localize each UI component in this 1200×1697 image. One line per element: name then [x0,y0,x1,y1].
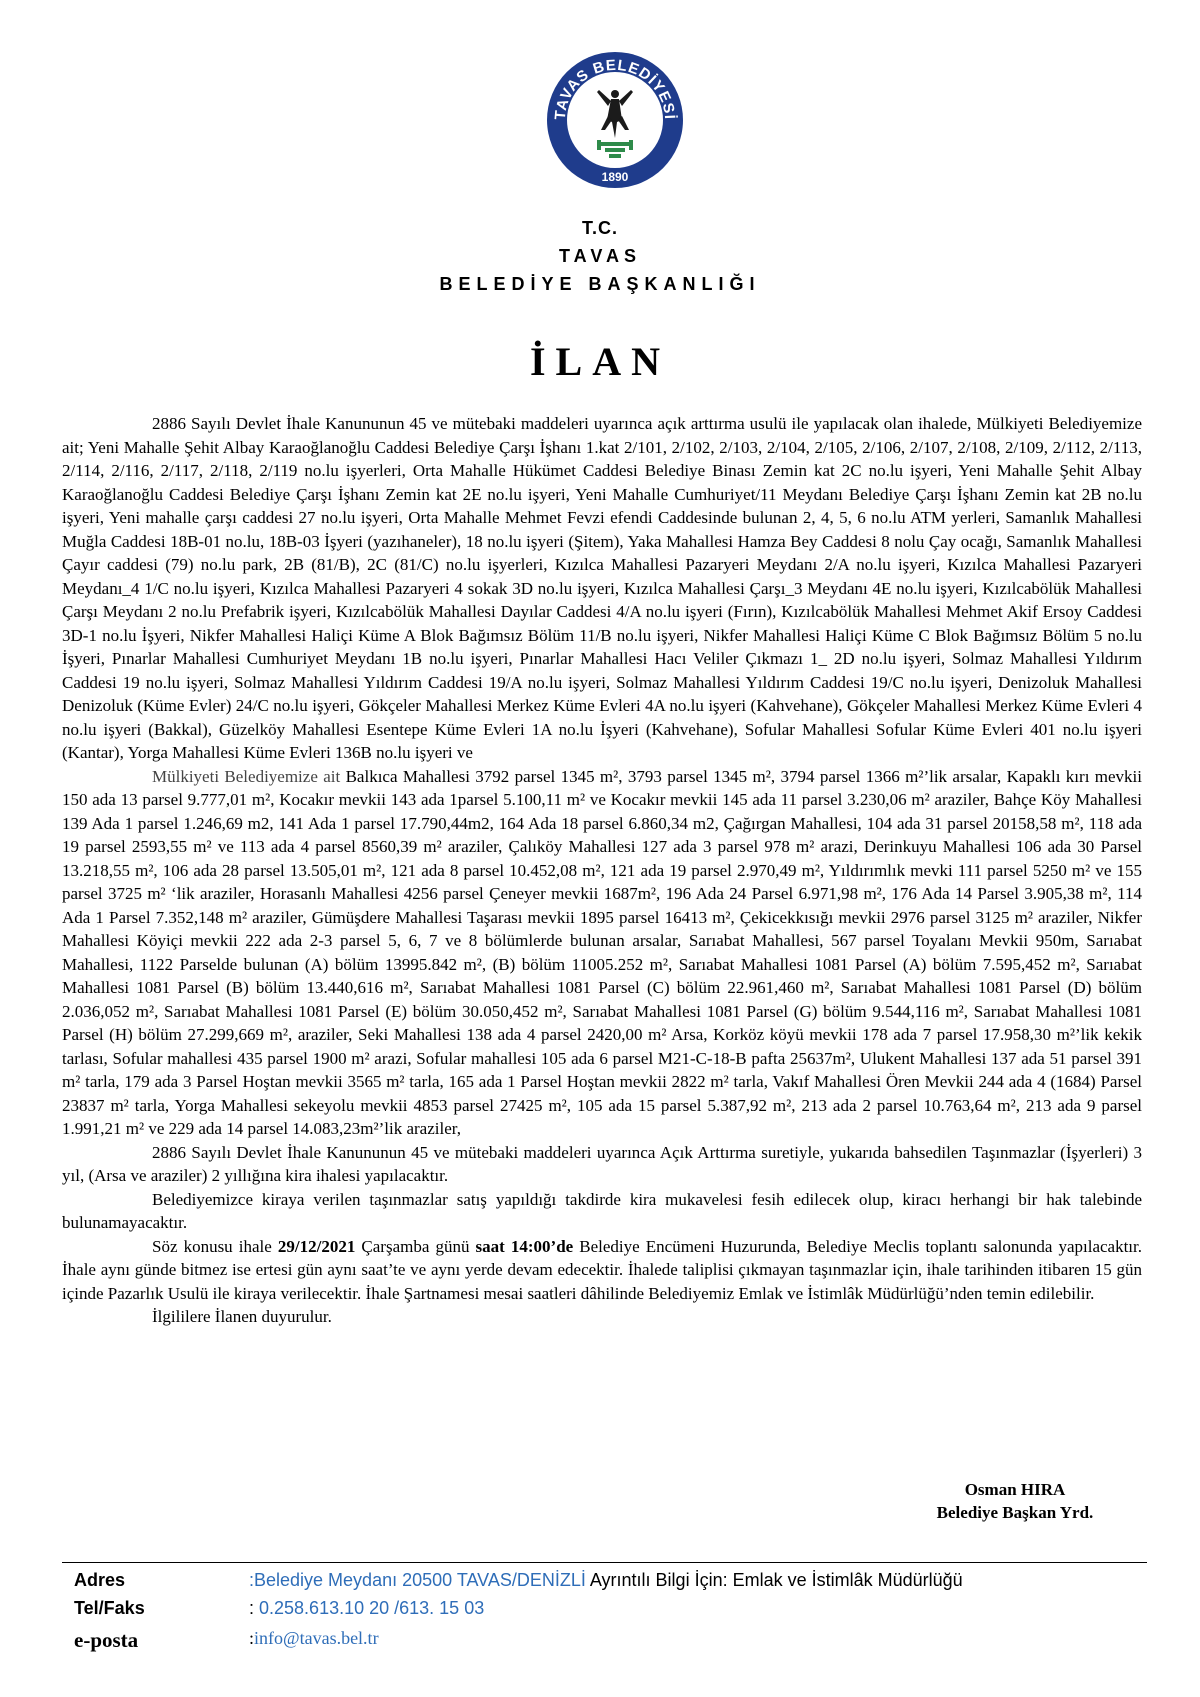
email-label: e-posta [74,1628,139,1652]
address-value-wrap [249,1570,963,1591]
address-label: Adres [74,1570,126,1590]
signatory-name: Osman HIRA [964,1480,1066,1499]
paragraph-lands [62,765,1142,1141]
phone-value-wrap [249,1598,484,1619]
footer-address-row [74,1570,1144,1598]
footer-divider [62,1562,1147,1563]
footer-phone-row [74,1598,1144,1626]
phone-label: Tel/Faks [74,1598,145,1618]
header-office: BELEDİYE BAŞKANLIĞI [439,274,761,294]
notice-body [62,412,1142,1329]
seal-ring-text: TAVAS BELEDİYESİ [551,56,679,121]
auction-text-c: Belediye Encümeni Huzurunda, Belediye Meclis toplantı salonunda yapılacaktır. İhale aynı günde bitmez ise ertesi gün aynı saat’te ve aynı yerde devam edecektir. İhalede taliplisi çıkmayan taşınmazlar için, ihale tarihinden itibaren 15 gün içinde Pazarlık Usulü ile kiraya verilecektir. İhale Şartnamesi mesai saatleri dâhilinde Belediyemiz Emlak ve İstimlâk Müdürlüğü’nden temin edilebilir. [62,1236,1143,1303]
header-tc: T.C. [581,218,618,238]
footer-email-row [74,1628,1144,1656]
tavas-belediyesi-seal-icon [545,50,685,190]
email-link[interactable]: info@tavas.bel.tr [254,1628,379,1648]
email-colon: : [249,1628,255,1648]
paragraph-closing: İlgililere İlanen duyurulur. [152,1307,332,1326]
signatory-title: Belediye Başkan Yrd. [936,1503,1094,1522]
email-value-wrap [249,1628,379,1649]
paragraph-lands-prefix: Mülkiyeti Belediyemize ait [152,766,341,786]
phone-value: 0.258.613.10 20 /613. 15 03 [254,1598,485,1618]
address-extra: Ayrıntılı Bilgi İçin: Emlak ve İstimlâk Müdürlüğü [589,1570,963,1590]
header-city: TAVAS [559,246,641,266]
paragraph-lease-terms: 2886 Sayılı Devlet İhale Kanununun 45 ve mütebaki maddeleri uyarınca Açık Arttırma suretiyle, yukarıda bahsedilen Taşınmazlar (İşyerleri) 3 yıl, (Arsa ve araziler) 2 yıllığına kira ihalesi yapılacaktır. [62,1142,1142,1185]
seal-graphic [545,50,685,190]
paragraph-termination: Belediyemizce kiraya verilen taşınmazlar satış yapıldığı takdirde kira mukavelesi fesih edilecek olup, kiracı herhangi bir hak talebinde bulunamayacaktır. [62,1189,1142,1232]
signature-block [900,1478,1130,1524]
address-value: :Belediye Meydanı 20500 TAVAS/DENİZLİ [249,1570,586,1590]
paragraph-workplaces: 2886 Sayılı Devlet İhale Kanununun 45 ve mütebaki maddeleri uyarınca açık arttırma usulü ile yapılacak olan ihalede, Mülkiyeti Belediyemize ait; Yeni Mahalle Şehit Albay Karaoğlanoğlu Caddesi Belediye Çarşı İşhanı 1.kat 2/101, 2/102, 2/103, 2/104, 2/105, 2/106, 2/107, 2/108, 2/109, 2/112, 2/113, 2/114, 2/116, 2/117, 2/118, 2/119 no.lu işyerleri, Orta Mahalle Hükümet Caddesi Belediye Binası Zemin kat 2C no.lu işyeri, Yeni Mahalle Şehit Albay Karaoğlanoğlu Caddesi Belediye Çarşı İşhanı Zemin kat 2E no.lu işyeri, Yeni Mahalle Cumhuriyet/11 Meydanı Belediye Çarşı İşhanı Zemin kat 2B no.lu işyeri, Yeni mahalle çarşı caddesi 27 no.lu işyeri, Orta Mahalle Mehmet Fevzi efendi Caddesinde bulunan 2, 4, 5, 6 no.lu ATM yerleri, Samanlık Mahallesi Muğla Caddesi 18B-01 no.lu, 18B-03 İşyeri (yazıhaneler), 18 no.lu işyeri (Şitem), Yaka Mahallesi Hamza Bey Caddesi 8 nolu Çay ocağı, Samanlık Mahallesi Çayır caddesi (79) no.lu park, 2B (81/B), 2C (81/C) no.lu işyerleri, Kızılca Mahallesi Pazaryeri Meydanı 2/A no.lu işyeri, Kızılca Mahallesi Pazaryeri Meydanı_4 1/C no.lu işyeri, Kızılca Mahallesi Pazaryeri 4 sokak 3D no.lu işyeri, Kızılca Mahallesi Çarşı_3 Meydanı 4E no.lu işyeri, Kızılcabölük Mahallesi Çarşı Meydanı 2 no.lu Prefabrik işyeri, Kızılcabölük Mahallesi Dayılar Caddesi 4/A no.lu işyeri (Fırın), Kızılcabölük Mahallesi Mehmet Akif Ersoy Caddesi 3D-1 no.lu İşyeri, Nikfer Mahallesi Haliçi Küme A Blok Bağımsız Bölüm 11/B no.lu işyeri, Nikfer Mahallesi Haliçi Küme C Blok Bağımsız Bölüm 5 no.lu İşyeri, Pınarlar Mahallesi Cumhuriyet Meydanı 1B no.lu işyeri, Pınarlar Mahallesi Hacı Veliler Çıkmazı 1_ 2D no.lu işyeri, Solmaz Mahallesi Yıldırım Caddesi 19 no.lu işyeri, Solmaz Mahallesi Yıldırım Caddesi 19/A no.lu işyeri, Solmaz Mahallesi Yıldırım Caddesi 19/C no.lu işyeri, Denizoluk Mahallesi Denizoluk (Küme Evler) 24/C no.lu işyeri, Gökçeler Mahallesi Merkez Küme Evleri 4A no.lu işyeri (Kahvehane), Gökçeler Mahallesi Merkez Küme Evleri 4 no.lu işyeri (Bakkal), Güzelköy Mahallesi Esentepe Küme Evleri 1A no.lu İşyeri (Kahvehane), Sofular Mahallesi Sofular Küme Evleri 401 no.lu işyeri (Kantar), Yorga Mahallesi Küme Evleri 136B no.lu işyeri ve [62,414,1142,762]
auction-date: 29/12/2021 [277,1236,356,1256]
page-title: İLAN [529,339,671,384]
paragraph-auction-date [62,1235,1142,1306]
seal-year: 1890 [601,170,629,184]
paragraph-lands-text: Balkıca Mahallesi 3792 parsel 1345 m², 3793 parsel 1345 m², 3794 parsel 1366 m²’lik arsalar, Kapaklı kırı mevkii 150 ada 13 parsel 9.777,01 m², Kocakır mevkii 143 ada 1parsel 5.100,11 m² ve Kocakır mevkii 145 ada 11 parsel 3.230,06 m² araziler, Bahçe Köy Mahallesi 139 Ada 1 parsel 1.246,69 m2, 141 Ada 1 parsel 17.790,44m2, 164 Ada 18 parsel 6.860,34 m2, Çağırgan Mahallesi, 104 ada 31 parsel 20158,58 m², 118 ada 19 parsel 2593,55 m² ve 113 ada 4 parsel 8560,39 m² araziler, Çalıköy Mahallesi 127 ada 3 parsel 978 m² arazi, Derinkuyu Mahallesi 106 ada 30 Parsel 13.218,55 m², 106 ada 28 parsel 13.505,01 m², 121 ada 8 parsel 10.452,08 m², 121 ada 19 parsel 2.970,49 m², Yıldırımlık mevki 111 parsel 5250 m² ve 155 parsel 3725 m² ‘lik araziler, Horasanlı Mahallesi 4256 parsel Çeneyer mevkii 1687m², 196 Ada 24 Parsel 6.971,98 m², 176 Ada 14 Parsel 3.905,38 m², 114 Ada 1 Parsel 7.352,148 m² araziler, Gümüşdere Mahallesi Taşarası mevkii 1895 parsel 16413 m², Çekicekkısığı mevkii 2976 parsel 3125 m² araziler, Nikfer Mahallesi Köyiçi mevkii 222 ada 2-3 parsel 5, 6, 7 ve 8 bölümlerde bulunan arsalar, Sarıabat Mahallesi, 567 parsel Toyalanı Mevkii 950m, Sarıabat Mahallesi, 1122 Parselde bulunan (A) bölüm 13995.842 m², (B) bölüm 11005.252 m², Sarıabat Mahallesi 1081 Parsel (A) bölüm 7.595,452 m², Sarıabat Mahallesi 1081 Parsel (B) bölüm 13.440,616 m², Sarıabat Mahallesi 1081 Parsel (C) bölüm 22.961,460 m², Sarıabat Mahallesi 1081 Parsel (D) bölüm 2.036,052 m², Sarıabat Mahallesi 1081 Parsel (E) bölüm 30.050,452 m², Sarıabat Mahallesi 1081 Parsel (G) bölüm 9.544,116 m², Sarıabat Mahallesi 1081 Parsel (H) bölüm 27.299,669 m², araziler, Seki Mahallesi 138 ada 4 parsel 2420,00 m² Arsa, Korköz köyü mevkii 178 ada 7 parsel 17.958,30 m²’lik kekik tarlası, Sofular mahallesi 435 parsel 1900 m² arazi, Sofular mahallesi 105 ada 6 parsel M21-C-18-B pafta 25637m², Ulukent Mahallesi 137 ada 51 parsel 391 m² tarla, 179 ada 3 Parsel Hoştan mevkii 3565 m² tarla, 165 ada 1 Parsel Hoştan mevkii 2822 m² tarla, Vakıf Mahallesi Ören Mevkii 244 ada 4 (1684) Parsel 23837 m² tarla, Yorga Mahallesi sekeyolu mevkii 4853 parsel 27425 m², 105 ada 15 parsel 5.387,92 m², 213 ada 2 parsel 10.763,64 m², 213 ada 9 parsel 1.991,21 m² ve 229 ada 14 parsel 14.083,23m²’lik araziler, [62,766,1142,1138]
auction-time: saat 14:00’de [475,1236,574,1256]
auction-text-a: Söz konusu ihale [152,1236,272,1256]
auction-text-b: Çarşamba günü [361,1236,470,1256]
phone-colon: : [249,1598,255,1618]
